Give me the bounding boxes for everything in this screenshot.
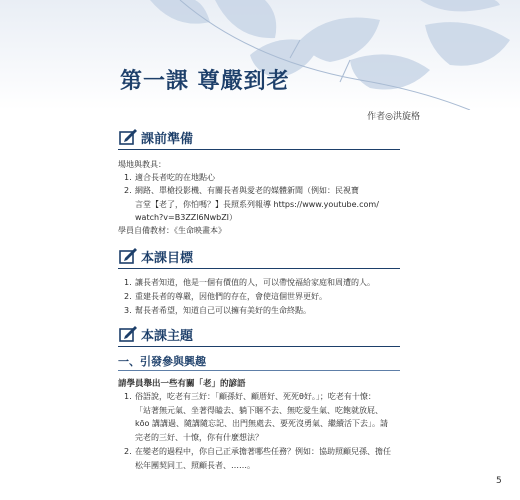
item-number: 3. xyxy=(124,306,132,315)
lesson-title: 第一課 尊嚴到老 xyxy=(120,68,290,94)
list-item xyxy=(124,304,416,318)
item-number: 2. xyxy=(124,186,132,195)
author-credit: 作者◎洪旋格 xyxy=(367,112,420,122)
learner-material: 學員自備教材：《生命映畫本》 xyxy=(118,226,226,235)
item-text: 松年團契同工、照顧長者、……。 xyxy=(135,460,255,470)
item-number: 1. xyxy=(124,173,132,182)
item-text: watch?v=B3ZZl6NwbZI） xyxy=(135,213,238,222)
notebook-pencil-icon xyxy=(118,325,138,343)
notebook-pencil-icon xyxy=(118,247,138,265)
page-number: 5 xyxy=(496,476,502,486)
section-heading-text: 本課主題 xyxy=(141,328,194,344)
list-item xyxy=(124,184,416,225)
list-item xyxy=(124,171,416,185)
section-heading-text: 課前準備 xyxy=(141,131,194,147)
item-text: kōo 講講過、隨講隨忘記、出門無處去、要死沒勇氣、繼續活下去」。請 xyxy=(135,419,388,428)
section-heading-prep xyxy=(118,127,193,147)
item-number: 1. xyxy=(124,278,132,287)
item-text: 重建長者的尊嚴，因他們的存在，會使這個世界更好。 xyxy=(135,292,327,301)
discussion-prompt: 請學員舉出一些有關「老」的諺語 xyxy=(118,379,246,389)
notebook-pencil-icon xyxy=(118,128,138,146)
item-number: 1. xyxy=(124,392,132,401)
item-text: 完老的三好、十憭，你有什麼想法？ xyxy=(135,432,263,442)
list-item xyxy=(124,445,416,472)
item-text: 幫長者希望，知道自己可以擁有美好的生命終點。 xyxy=(135,306,311,315)
item-text: 讓長者知道，他是一個有價值的人，可以帶悅福給家庭和周遭的人。 xyxy=(135,278,375,287)
section-heading-text: 本課目標 xyxy=(141,250,194,266)
item-text: 網路、單槍投影機、有關長者與愛老的媒體新聞（例如：民視寶 xyxy=(135,186,359,195)
list-item xyxy=(124,276,416,290)
item-text: 在變老的過程中，你自己正承擔著哪些任務？例如：協助照顧兒孫、擔任 xyxy=(135,447,391,456)
section-heading-goals xyxy=(118,246,193,266)
item-number: 2. xyxy=(124,447,132,456)
item-text: 「站著無元氣、坐著得瞌去、躺下睏不去、無吃愛生氣、吃飽就放屁、 xyxy=(135,405,383,415)
item-text: 言堂【老了，你怕嗎？】長照系列報導 https://www.youtube.com/ xyxy=(135,199,379,209)
section-divider xyxy=(118,268,400,269)
subsection-divider xyxy=(118,370,400,371)
list-item xyxy=(124,290,416,304)
venue-label: 場地與教具： xyxy=(118,160,166,169)
section-divider xyxy=(118,346,400,347)
list-item xyxy=(124,390,416,444)
item-text: 俗語說，吃老有三好：「顧孫好、顧厝好、死死θ好。」；吃老有十憭： xyxy=(135,392,376,401)
item-number: 2. xyxy=(124,292,132,301)
item-text: 適合長者吃的在地點心 xyxy=(135,173,215,182)
subsection-heading: 一、引發參與興趣 xyxy=(118,355,206,368)
section-heading-theme xyxy=(118,324,193,344)
section-divider xyxy=(118,149,400,150)
